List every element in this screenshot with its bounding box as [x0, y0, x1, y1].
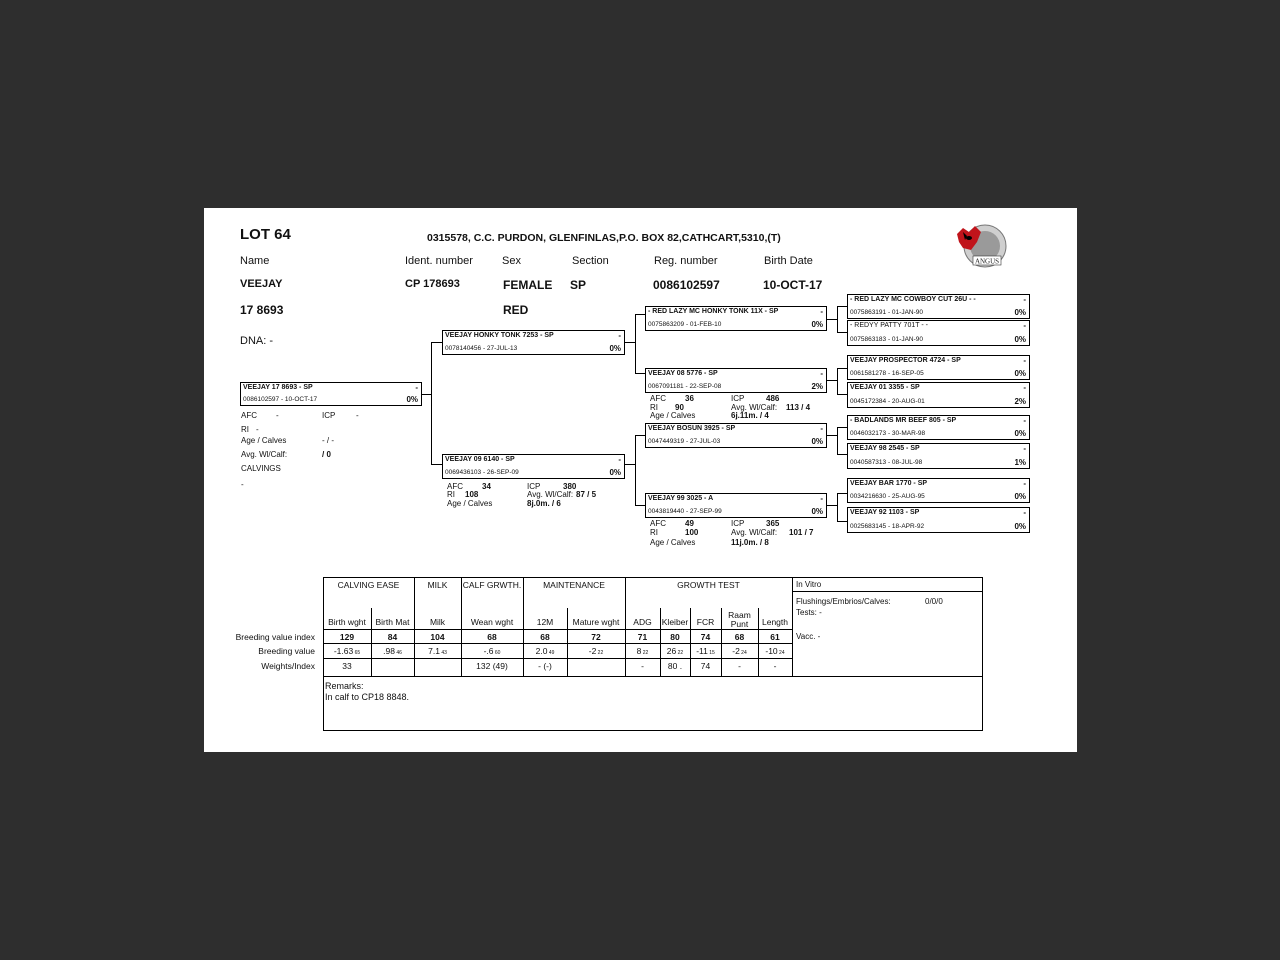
label-birth: Birth Date [764, 255, 813, 267]
dam-box: VEEJAY 09 6140 - SP - 0069436103 - 26-SEP-09 0% [442, 454, 625, 479]
great-grandparent-box-1: - RED LAZY MC COWBOY CUT 26U - - - 0075863191 - 01-JAN-90 0% [847, 294, 1030, 319]
svg-text:ANGUS: ANGUS [974, 257, 1000, 266]
index-cell: 129 [339, 632, 355, 642]
great-grandparent-box-7: VEEJAY BAR 1770 - SP - 0034216630 - 25-AUG-95 0% [847, 478, 1030, 503]
label-reg: Reg. number [654, 255, 718, 267]
great-grandparent-box-3: VEEJAY PROSPECTOR 4724 - SP - 0061581278 - 16-SEP-05 0% [847, 355, 1030, 380]
weights-cell: 80 . [667, 661, 683, 671]
group-header: CALF GRWTH. [462, 580, 522, 590]
pedigree-sheet: LOT 64 0315578, C.C. PURDON, GLENFINLAS,P.O. BOX 82,CATHCART,5310,(T) ANGUS Name Ident. number Sex Section Reg. number Birth Date VEEJAY CP 178693 FEMALE SP 0086102597 10-OCT-17 17 8693 RED DNA: - VEEJAY 17 8693 - SP - 0086102597 - 10-OCT-17 0% AFC - ICP - RI - Age / Calves - / - Avg. Wl/Calf: / 0 CALVINGS - VEEJAY HONKY TONK 7253 - SP - 0078140456 - 27-JUL-13 0% VEEJAY 09 6140 - SP - 0069436103 - 26-SEP-09 0% AFC 34 ICP 380 RI 108 Avg. Wl/Calf: 87 / 5 Age / Calves 8j.0m. / 6 - RED LAZY MC HONKY TONK 11X - SP - 0075863209 - 01-FEB-10 0% VEEJAY 08 5776 - SP - 0067091181 - 22-SEP-08 2% AFC 36 ICP 486 RI 90 Avg. Wl/Calf: 113 / 4 Age / Calves 6j.11m. / 4 VEEJAY BOSUN 3925 - SP - 0047449319 - 27-JUL-03 0% VEEJAY 99 3025 - A - 0043819440 - 27-SEP-99 0% AFC 49 ICP 365 RI 100 Avg. Wl/Calf: 101 / 7 Age / Calves 11j.0m. / 8 - RED LAZY MC COWBOY CUT 26U - - - 0075863191 - 01-JAN-90 0% - REDYY PATTY 701T - - - 0075863183 - 01-JAN-90 0% VEEJAY PROSPECTOR 4724 - SP - 0061581278 - 16-SEP-05 0% VEEJAY 01 3355 - SP - 0045172384 - 20-AUG-01 2% - BADLANDS MR BEEF 805 - SP - 0046032173 - 30-MAR-98 0% VEEJAY 98 2545 - SP - 0040587313 - 08-JUL-98 1% VEEJAY BAR 1770 - SP - 0034216630 - 25-AUG-95 0% VEEJAY 92 1103 - SP - 0025683145 - 18-APR-92 0% Breeding value index Breeding value Weights/Index CALVING EASE MILK CALF GRWTH. MAINTENANCE GROWTH TEST Birth wght 129 -1.63 65 33 Birth Mat 84 .98 46 Milk 104 7.1 43 Wean wght 68 -.6 60 132 (49) 12M 68 2.0 49 - (-) Mature wght 72 -2 22 ADG 71 8 22 - Kleiber 80 26 22 80 . FCR 74 -11 15 74 Raam Punt 68 -2 24 - Length 61 -10 24 - In Vitro Flushings/Embrios/Calves: 0/0/0 Tests: - Vacc. - Remarks: In calf to CP18 8848. [204, 208, 1077, 752]
weights-cell: 33 [342, 661, 352, 671]
label-ident: Ident. number [405, 255, 473, 267]
animal-reg: 0086102597 [653, 278, 720, 292]
invitro-tests: Tests: - [796, 608, 822, 617]
weights-cell: - [641, 661, 644, 671]
index-cell: 68 [734, 632, 745, 642]
column-header: 12M [536, 617, 554, 627]
row-label-bv: Breeding value [258, 646, 315, 656]
great-grandparent-box-2: - REDYY PATTY 701T - - - 0075863183 - 01-JAN-90 0% [847, 320, 1030, 346]
weights-cell: - [773, 661, 777, 671]
animal-name-2: 17 8693 [240, 303, 284, 317]
row-label-index: Breeding value index [235, 632, 315, 642]
grandparent-box-3: VEEJAY BOSUN 3925 - SP - 0047449319 - 27-JUL-03 0% [645, 423, 827, 448]
group-header: GROWTH TEST [677, 580, 740, 590]
bv-cell: 26 22 [666, 646, 684, 656]
animal-colour: RED [503, 303, 529, 317]
index-cell: 72 [591, 632, 601, 642]
bv-cell: -1.63 65 [333, 646, 361, 656]
subject-box: VEEJAY 17 8693 - SP - 0086102597 - 10-OCT-17 0% [240, 382, 422, 406]
column-header: FCR [696, 617, 715, 627]
sire-box: VEEJAY HONKY TONK 7253 - SP - 0078140456 - 27-JUL-13 0% [442, 330, 625, 355]
remarks-label: Remarks: [325, 681, 364, 691]
animal-name-1: VEEJAY [240, 278, 283, 290]
index-cell: 71 [637, 632, 648, 642]
weights-cell: 74 [700, 661, 711, 671]
bv-cell: -10 24 [765, 646, 785, 656]
grandparent-box-4: VEEJAY 99 3025 - A - 0043819440 - 27-SEP-99 0% [645, 493, 827, 518]
column-header: Wean wght [470, 617, 514, 627]
great-grandparent-box-8: VEEJAY 92 1103 - SP - 0025683145 - 18-APR-92 0% [847, 507, 1030, 533]
label-name: Name [240, 255, 270, 267]
index-cell: 74 [700, 632, 711, 642]
lot-number: LOT 64 [240, 226, 291, 243]
bv-cell: .98 46 [383, 646, 402, 656]
group-header: MAINTENANCE [543, 580, 605, 590]
weights-cell: - [738, 661, 741, 671]
index-cell: 61 [770, 632, 780, 642]
animal-dna: DNA: - [240, 335, 273, 347]
column-header: Mature wght [572, 617, 620, 627]
grandparent-box-1: - RED LAZY MC HONKY TONK 11X - SP - 0075863209 - 01-FEB-10 0% [645, 306, 827, 331]
angus-logo-icon [953, 220, 1011, 270]
label-section: Section [572, 255, 609, 267]
great-grandparent-box-5: - BADLANDS MR BEEF 805 - SP - 0046032173 - 30-MAR-98 0% [847, 415, 1030, 440]
remarks-text: In calf to CP18 8848. [325, 692, 410, 702]
animal-birth: 10-OCT-17 [763, 278, 823, 292]
index-cell: 68 [487, 632, 497, 642]
index-cell: 80 [670, 632, 680, 642]
column-header: Birth Mat [375, 617, 410, 627]
animal-section: SP [570, 278, 587, 292]
breeder-info: 0315578, C.C. PURDON, GLENFINLAS,P.O. BOX 82,CATHCART,5310,(T) [427, 232, 781, 244]
index-cell: 68 [540, 632, 550, 642]
invitro-vacc: Vacc. - [796, 632, 821, 641]
bv-cell: -2 22 [588, 646, 604, 656]
weights-cell: 132 (49) [476, 661, 508, 671]
weights-cell: - (-) [538, 661, 552, 671]
column-header: Birth wght [328, 617, 366, 627]
bv-cell: -2 24 [732, 646, 747, 656]
invitro-title: In Vitro [796, 580, 822, 589]
column-header: Kleiber [661, 617, 689, 627]
breeding-values-table [323, 577, 982, 731]
bv-cell: -.6 60 [483, 646, 501, 656]
column-header: Milk [429, 617, 446, 627]
bv-cell: 8 22 [636, 646, 649, 656]
invitro-flush: 0/0/0 [925, 597, 943, 606]
animal-ident: CP 178693 [405, 278, 460, 290]
animal-sex: FEMALE [503, 278, 553, 292]
grandparent-box-2: VEEJAY 08 5776 - SP - 0067091181 - 22-SEP-08 2% [645, 368, 827, 393]
column-header: Raam Punt [728, 610, 751, 629]
group-header: CALVING EASE [337, 580, 400, 590]
bv-cell: 2.0 49 [535, 646, 555, 656]
row-label-weights: Weights/Index [261, 661, 315, 671]
group-header: MILK [427, 580, 448, 590]
great-grandparent-box-4: VEEJAY 01 3355 - SP - 0045172384 - 20-AUG-01 2% [847, 382, 1030, 408]
label-sex: Sex [502, 255, 521, 267]
index-cell: 104 [430, 632, 445, 642]
invitro-flush-label: Flushings/Embrios/Calves: [796, 597, 891, 606]
bv-cell: 7.1 43 [428, 646, 447, 656]
index-cell: 84 [387, 632, 398, 642]
column-header: Length [762, 617, 788, 627]
bv-cell: -11 15 [696, 646, 715, 656]
great-grandparent-box-6: VEEJAY 98 2545 - SP - 0040587313 - 08-JUL-98 1% [847, 443, 1030, 469]
column-header: ADG [633, 617, 652, 627]
